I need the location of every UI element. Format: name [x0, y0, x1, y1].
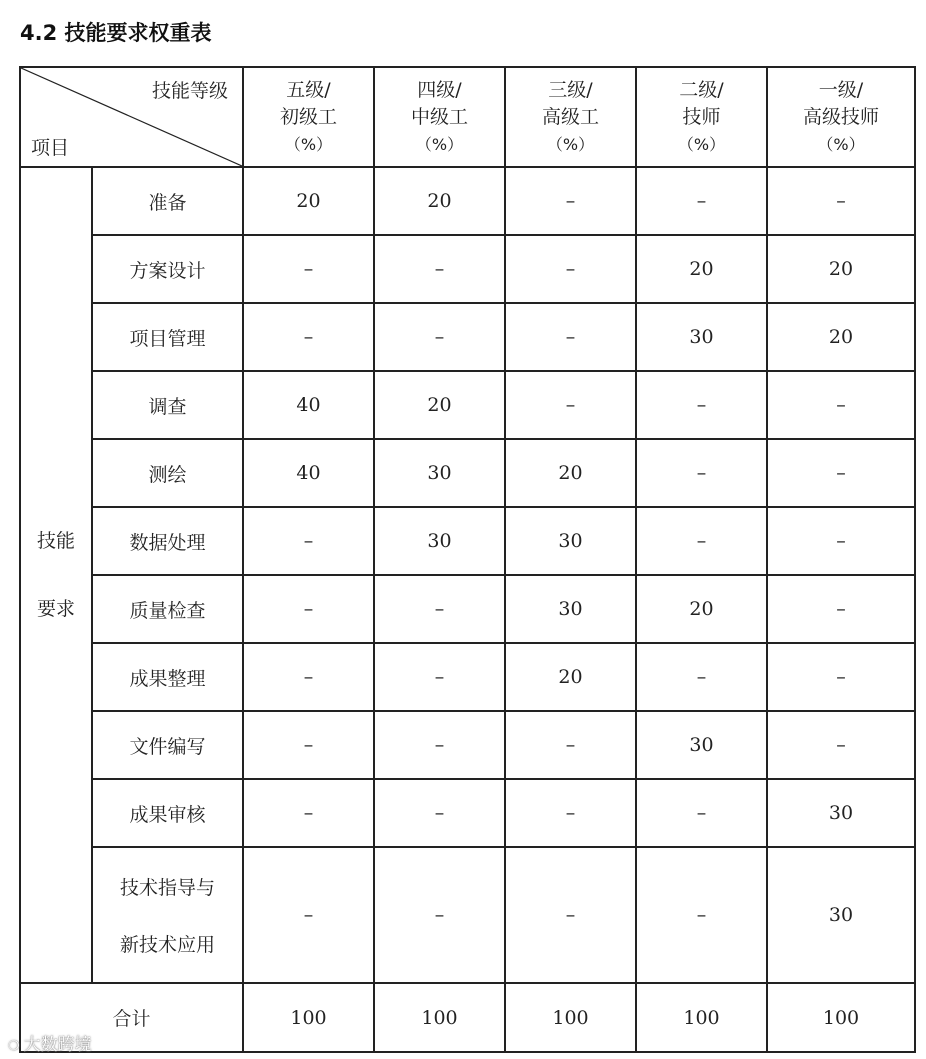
weight-cell: 20	[243, 167, 374, 235]
weight-cell: 30	[505, 575, 636, 643]
weight-cell: 20	[636, 575, 767, 643]
category-label-line1: 技能	[36, 530, 75, 552]
item-label: 成果审核	[92, 779, 243, 847]
weight-cell: 20	[767, 235, 915, 303]
table-row	[20, 847, 915, 983]
level-unit: （%）	[677, 134, 726, 154]
weight-cell: 30	[374, 439, 505, 507]
level-name-line1: 二级/	[679, 78, 724, 101]
weight-cell: –	[505, 167, 636, 235]
weight-cell: –	[243, 643, 374, 711]
weight-cell: –	[767, 167, 915, 235]
category-label-line2: 要求	[36, 598, 75, 620]
weight-cell: –	[505, 303, 636, 371]
level-name-line1: 三级/	[548, 78, 593, 101]
weight-cell: –	[767, 439, 915, 507]
level-header	[505, 67, 636, 167]
weight-cell: –	[767, 507, 915, 575]
weight-cell: –	[636, 507, 767, 575]
watermark-text: 大数跨境	[23, 1035, 92, 1055]
weight-cell: –	[243, 235, 374, 303]
item-label: 项目管理	[92, 303, 243, 371]
total-row	[20, 983, 915, 1052]
table-row	[20, 507, 915, 575]
item-label	[92, 847, 243, 983]
weight-cell: –	[243, 303, 374, 371]
level-header	[243, 67, 374, 167]
weight-cell: –	[243, 847, 374, 983]
item-label: 方案设计	[92, 235, 243, 303]
table-row	[20, 371, 915, 439]
weight-cell: –	[767, 711, 915, 779]
weight-cell: 20	[505, 439, 636, 507]
weight-cell: 20	[374, 167, 505, 235]
level-name-line1: 五级/	[286, 78, 331, 101]
level-name-line2: 初级工	[279, 105, 337, 128]
weight-cell: –	[374, 303, 505, 371]
total-cell: 100	[505, 983, 636, 1052]
weight-cell: –	[374, 847, 505, 983]
item-label-line2: 新技术应用	[119, 934, 215, 956]
item-label: 测绘	[92, 439, 243, 507]
level-name-line2: 技师	[682, 105, 721, 128]
page-title: 4.2 技能要求权重表	[20, 21, 212, 45]
item-label: 成果整理	[92, 643, 243, 711]
weight-cell: –	[505, 779, 636, 847]
table-row	[20, 575, 915, 643]
weight-cell: –	[505, 711, 636, 779]
weight-cell: –	[636, 371, 767, 439]
weight-cell: 30	[636, 303, 767, 371]
item-label: 数据处理	[92, 507, 243, 575]
level-unit: （%）	[546, 134, 595, 154]
level-unit: （%）	[415, 134, 464, 154]
category-cell	[20, 167, 92, 983]
level-header	[767, 67, 915, 167]
weight-cell: 20	[374, 371, 505, 439]
weight-cell: –	[636, 847, 767, 983]
weight-cell: –	[374, 235, 505, 303]
level-name-line1: 四级/	[417, 78, 462, 101]
table-row	[20, 439, 915, 507]
corner-header-cell	[20, 67, 243, 167]
weight-cell: –	[636, 167, 767, 235]
table-row	[20, 779, 915, 847]
watermark	[8, 1030, 92, 1055]
weight-cell: –	[767, 371, 915, 439]
table-row	[20, 643, 915, 711]
weight-cell: –	[636, 439, 767, 507]
table-row	[20, 167, 915, 235]
corner-level-label: 技能等级	[151, 80, 228, 102]
item-label-line1: 技术指导与	[119, 877, 215, 899]
weight-cell: –	[636, 779, 767, 847]
weight-cell: –	[374, 711, 505, 779]
weight-cell: 40	[243, 439, 374, 507]
item-label: 质量检查	[92, 575, 243, 643]
total-cell: 100	[374, 983, 505, 1052]
level-unit: （%）	[284, 134, 333, 154]
total-cell: 100	[243, 983, 374, 1052]
level-name-line2: 高级工	[541, 105, 599, 128]
weight-cell: –	[243, 711, 374, 779]
weight-cell: 20	[636, 235, 767, 303]
weight-cell: 30	[374, 507, 505, 575]
weight-cell: –	[374, 779, 505, 847]
item-label: 文件编写	[92, 711, 243, 779]
table-row	[20, 235, 915, 303]
weight-cell: –	[243, 779, 374, 847]
table-row	[20, 303, 915, 371]
weight-cell: –	[505, 847, 636, 983]
level-name-line2: 高级技师	[802, 105, 879, 128]
level-name-line1: 一级/	[818, 78, 864, 101]
weight-cell: –	[767, 575, 915, 643]
logo-icon: ❍	[8, 1039, 20, 1054]
corner-item-label: 项目	[31, 137, 70, 159]
level-name-line2: 中级工	[410, 105, 468, 128]
skill-weight-table	[19, 66, 916, 1053]
weight-cell: 30	[636, 711, 767, 779]
weight-cell: 40	[243, 371, 374, 439]
weight-cell: 30	[767, 779, 915, 847]
weight-cell: –	[505, 371, 636, 439]
total-cell: 100	[767, 983, 915, 1052]
total-label: 合计	[20, 983, 243, 1052]
weight-cell: 20	[767, 303, 915, 371]
table-row	[20, 711, 915, 779]
level-header	[374, 67, 505, 167]
item-label: 准备	[92, 167, 243, 235]
weight-cell: –	[243, 575, 374, 643]
weight-cell: 30	[767, 847, 915, 983]
weight-cell: –	[767, 643, 915, 711]
item-label: 调查	[92, 371, 243, 439]
header-row	[20, 67, 915, 167]
weight-cell: –	[636, 643, 767, 711]
weight-cell: –	[374, 643, 505, 711]
weight-cell: –	[505, 235, 636, 303]
weight-cell: –	[374, 575, 505, 643]
level-header	[636, 67, 767, 167]
weight-cell: 20	[505, 643, 636, 711]
weight-cell: –	[243, 507, 374, 575]
weight-cell: 30	[505, 507, 636, 575]
total-cell: 100	[636, 983, 767, 1052]
level-unit: （%）	[817, 134, 865, 154]
